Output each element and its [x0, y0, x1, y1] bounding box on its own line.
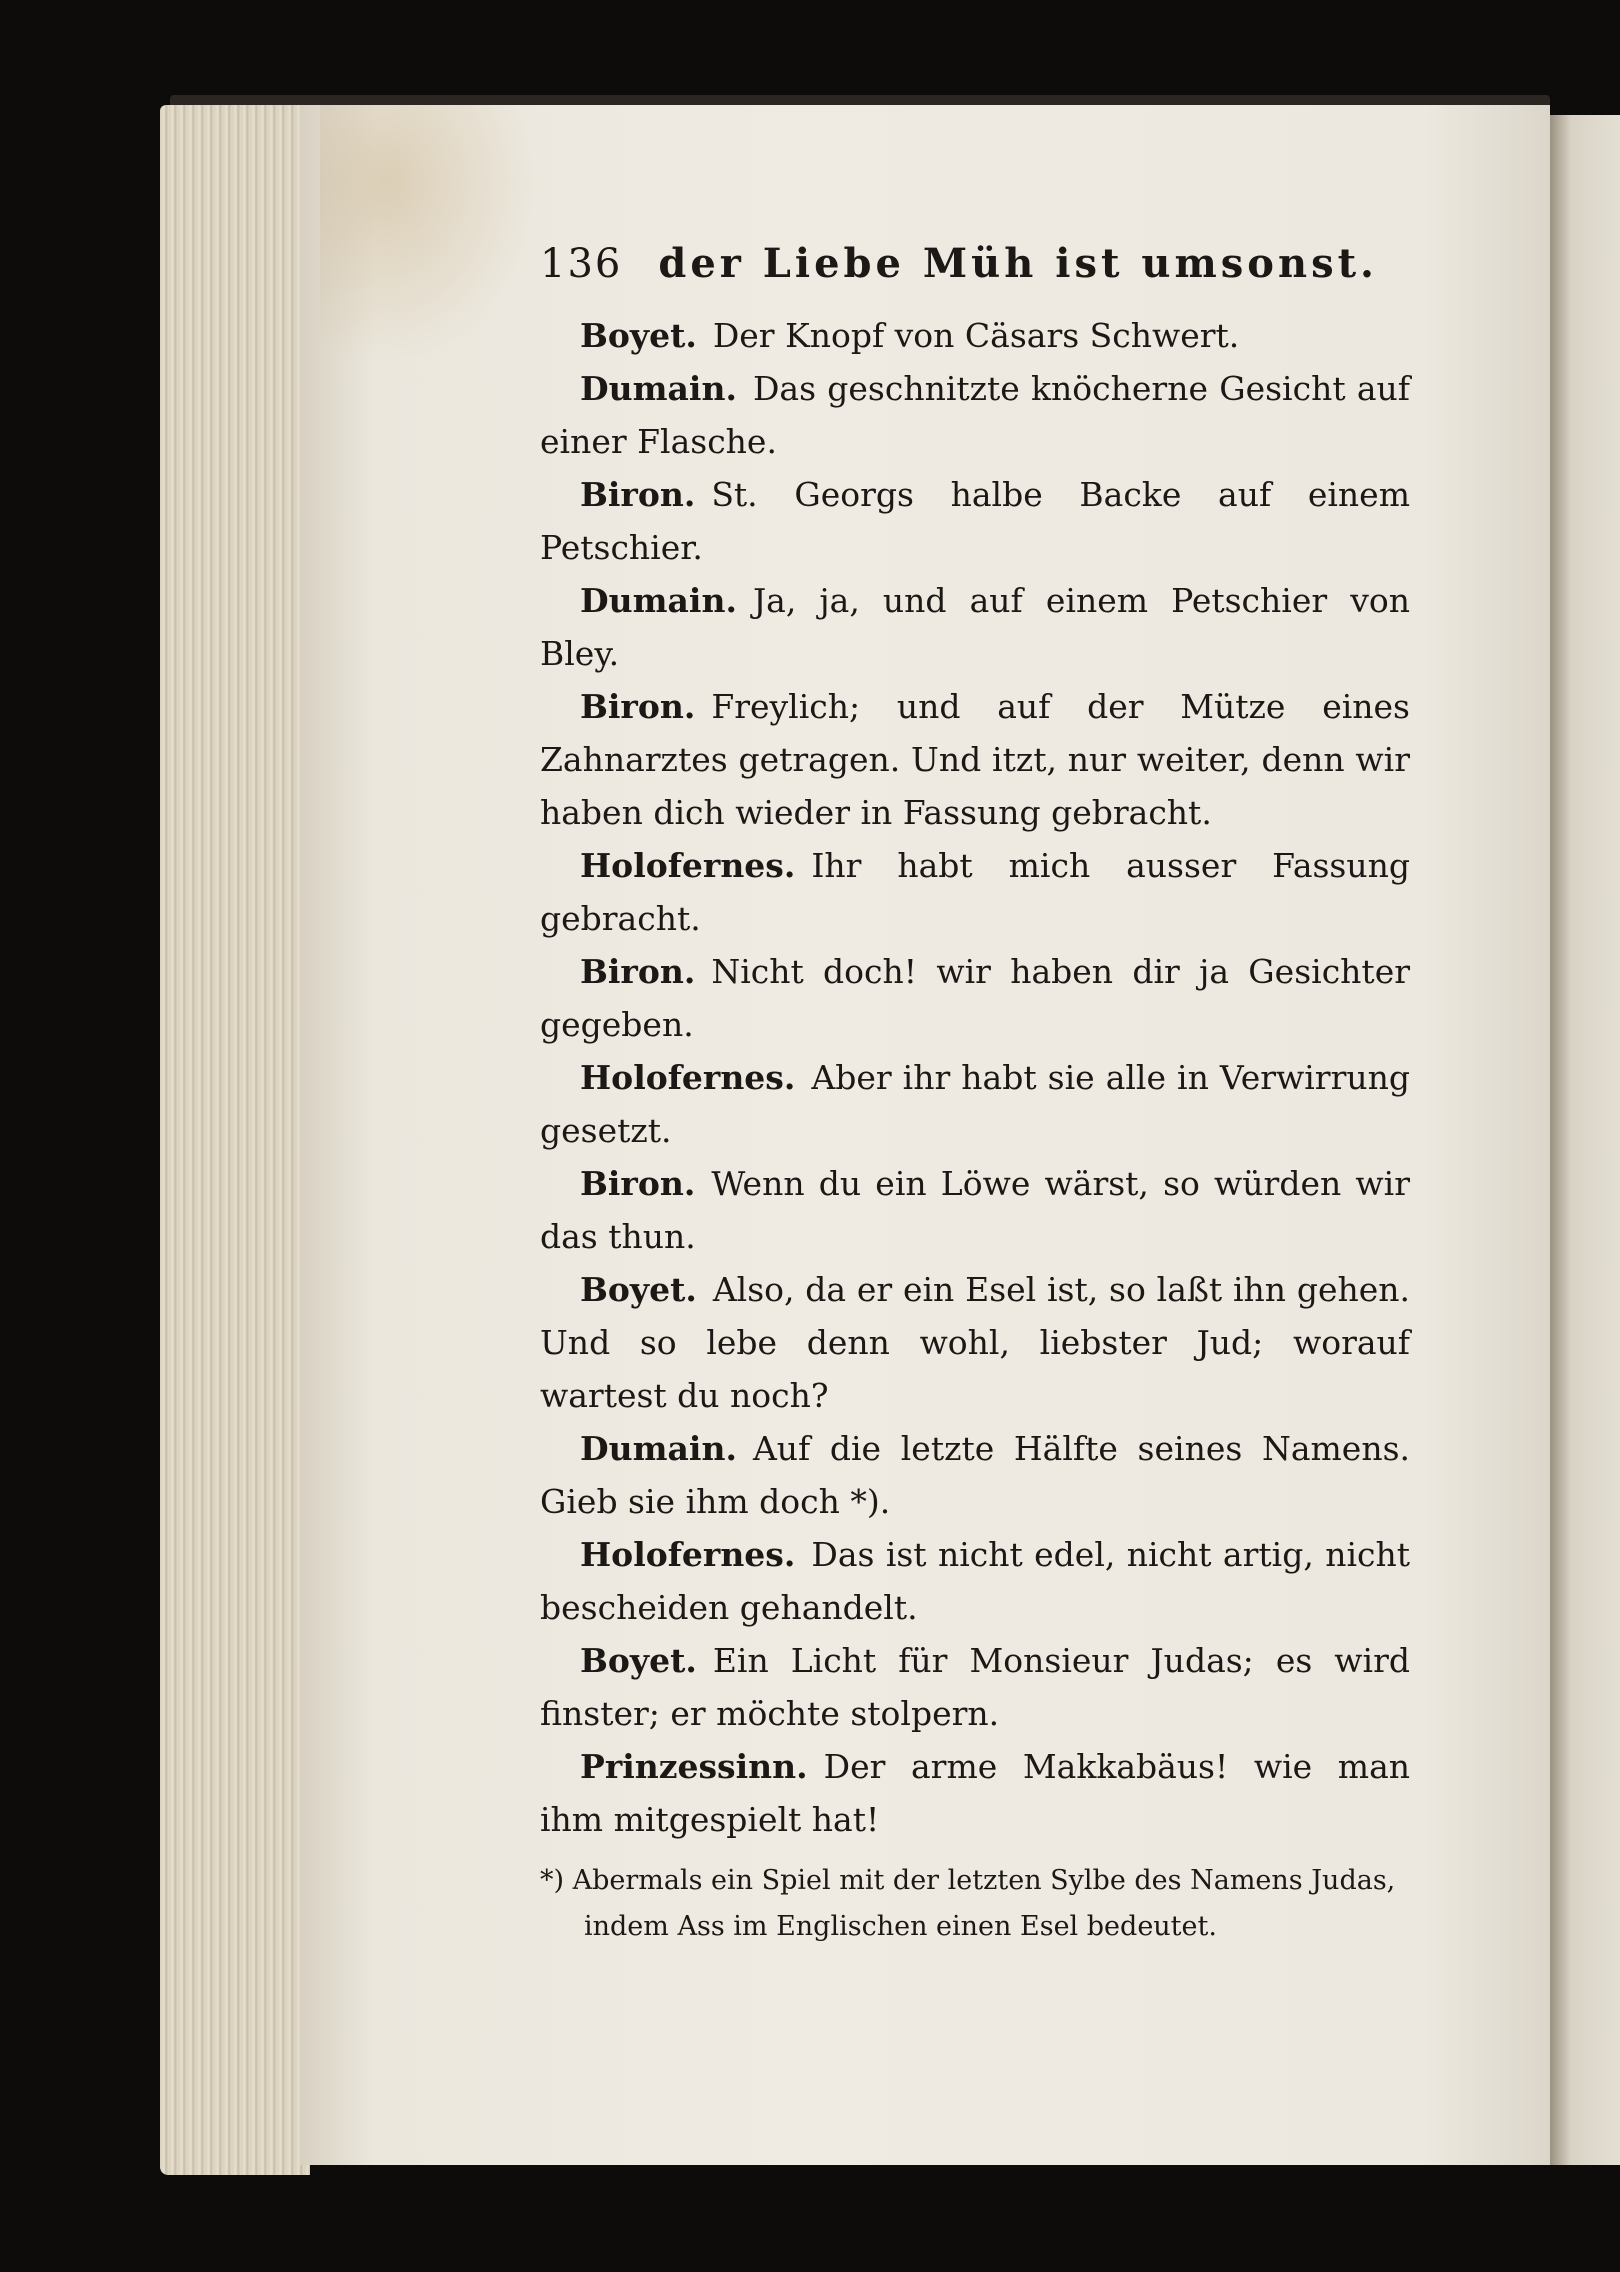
running-title: der Liebe Müh ist umsonst. — [658, 240, 1378, 287]
speaker-name: Holofernes. — [580, 846, 796, 885]
paper-stain — [320, 105, 540, 365]
speaker-name: Boyet. — [580, 316, 697, 355]
speaker-name: Holofernes. — [580, 1058, 796, 1097]
speaker-name: Boyet. — [580, 1270, 697, 1309]
line-text: Der Knopf von Cäsars Schwert. — [712, 316, 1240, 355]
line-text: Also, da er ein Esel ist, so laßt ihn gehen. Und so lebe denn wohl, liebster Jud; worauf wartest du noch? — [540, 1270, 1410, 1415]
speaker-name: Biron. — [580, 687, 696, 726]
line-text: Ihr habt mich ausser Fassung gebracht. — [540, 846, 1410, 938]
dialogue-line — [540, 468, 1410, 574]
line-text: Nicht doch! wir haben dir ja Gesichter gegeben. — [540, 952, 1410, 1044]
dialogue-line — [540, 680, 1410, 839]
dialogue-line — [540, 1528, 1410, 1634]
dialogue-line — [540, 1051, 1410, 1157]
line-text: Aber ihr habt sie alle in Verwirrung gesetzt. — [540, 1058, 1410, 1150]
dialogue-line — [540, 309, 1410, 362]
dialogue-line — [540, 362, 1410, 468]
line-text: Ein Licht für Monsieur Judas; es wird finster; er möchte stolpern. — [540, 1641, 1410, 1733]
dialogue-line — [540, 574, 1410, 680]
dialogue-line — [540, 1157, 1410, 1263]
page-stack-edge — [160, 105, 310, 2175]
speaker-name: Boyet. — [580, 1641, 697, 1680]
line-text: Ja, ja, und auf einem Petschier von Bley. — [540, 581, 1410, 673]
dialogue-line — [540, 1422, 1410, 1528]
speaker-name: Prinzessinn. — [580, 1747, 808, 1786]
speaker-name: Dumain. — [580, 581, 737, 620]
speaker-name: Biron. — [580, 1164, 696, 1203]
facing-page-edge — [1550, 115, 1620, 2165]
dialogue-line — [540, 839, 1410, 945]
footnote: *) Abermals ein Spiel mit der letzten Sylbe des Namens Judas, indem Ass im Englischen einen Esel bedeutet. — [540, 1865, 1396, 1942]
dialogue-line — [540, 1634, 1410, 1740]
dialogue-line — [540, 945, 1410, 1051]
line-text: Das geschnitzte knöcherne Gesicht auf einer Flasche. — [540, 369, 1410, 461]
line-text: St. Georgs halbe Backe auf einem Petschier. — [540, 475, 1410, 567]
running-header — [540, 240, 1410, 287]
page-number: 136 — [540, 241, 623, 287]
speaker-name: Dumain. — [580, 369, 737, 408]
line-text: Freylich; und auf der Mütze eines Zahnarztes getragen. Und itzt, nur weiter, denn wir haben dich wieder in Fassung gebracht. — [540, 687, 1410, 832]
speaker-name: Biron. — [580, 475, 696, 514]
speaker-name: Dumain. — [580, 1429, 737, 1468]
line-text: Wenn du ein Löwe wärst, so würden wir das thun. — [540, 1164, 1410, 1256]
dialogue-line — [540, 1263, 1410, 1422]
line-text: Auf die letzte Hälfte seines Namens. Gieb sie ihm doch *). — [540, 1429, 1410, 1521]
speaker-name: Biron. — [580, 952, 696, 991]
line-text: Der arme Makkabäus! wie man ihm mitgespielt hat! — [540, 1747, 1410, 1839]
line-text: Das ist nicht edel, nicht artig, nicht bescheiden gehandelt. — [540, 1535, 1410, 1627]
page-text — [540, 240, 1410, 1977]
dialogue-line — [540, 1740, 1410, 1846]
speaker-name: Holofernes. — [580, 1535, 796, 1574]
